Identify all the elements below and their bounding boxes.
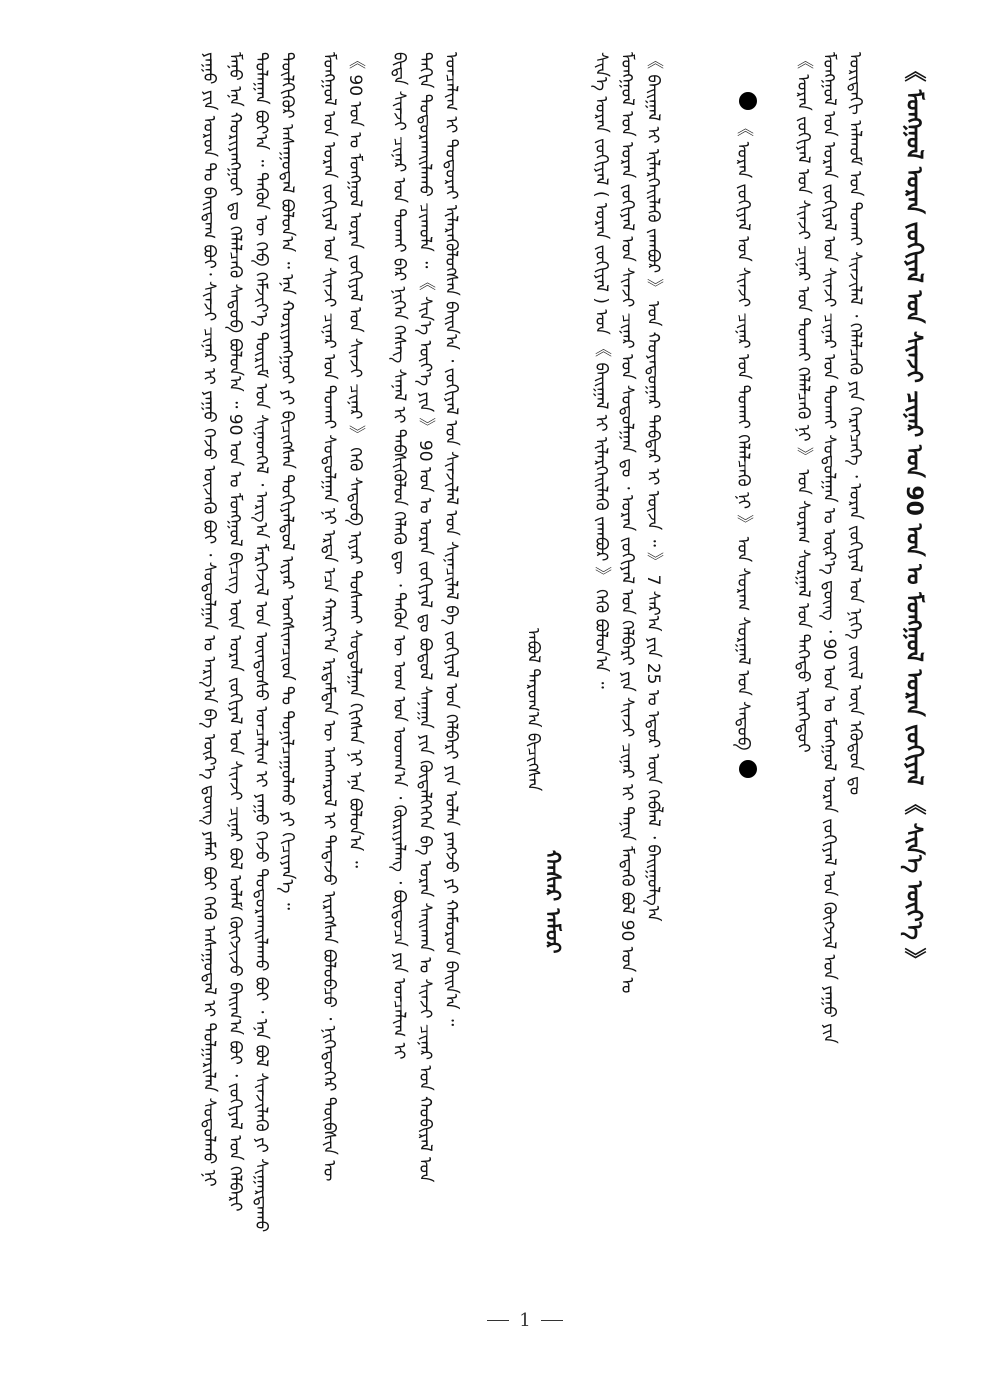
chapter-title-prefix: 《 (901, 60, 926, 82)
footer-dash-left (487, 1320, 509, 1321)
text-column-8: ᠳᠠᠬᠢᠨ ᠲᠣᠳᠣᠷᠬᠠᠢᠯᠠᠬᠤ ᠴᠢᠬᠤᠯᠠ ᠃ 《 ᠰᠢᠨ᠎ᠡ ᠦᠶ᠎ᠡ ᠶᠢᠨ 》 90 ᠣᠨ ᠤ ᠤᠷᠠᠨ ᠵᠣᠬᠢᠶᠠᠯ ᠳᠤ ᠪᠣᠳᠤᠯ ᠰᠠᠨᠠᠭᠠ ᠶᠢᠨ ᠬᠥᠳᠡᠯᠭᠡᠭᠡᠨ ᠪᠠ ᠤᠷᠠᠨ ᠰᠠᠢᠬᠠᠨ ᠤ ᠰᠢᠨᠵᠢ ᠴᠢᠨᠠᠷ ᠤᠨ ᠬᠤᠪᠢᠷᠠᠯ ᠤᠨ (415, 52, 435, 1183)
bullet-icon (739, 92, 757, 110)
text-column-7: ᠪᠢᠳᠡ ᠰᠢᠨᠵᠢ ᠴᠢᠨᠠᠷ ᠤᠨ ᠲᠤᠬᠠᠢ ᠪᠠᠷ ᠨᠢᠭᠡᠨ ᠬᠡᠰᠡᠭ ᠰᠠᠨᠠᠯ ᠢ ᠳᠡᠪᠰᠢᠭᠦᠯᠦᠨ ᠬᠡᠯᠡᠬᠦ ᠳᠦ ᠂ ᠲᠡᠭᠦᠨ ᠦ ᠤᠭ ᠤᠨ ᠤᠳᠬ᠎ᠠ ᠂ ᠬᠦᠷᠢᠶᠡᠯᠡᠩ ᠂ ᠪᠦᠲᠦᠴᠡ ᠶᠢᠨ ᠣᠨᠴᠠᠯᠢᠭ ᠢ (389, 52, 409, 1060)
author-name: ᠬᠠᠰᠠᠷ ᠠᠮᠤᠷ (541, 850, 565, 954)
text-column-10: ᠰᠢᠨ᠎ᠡ ᠤᠷᠠᠨ ᠵᠣᠬᠢᠶᠠᠯ ( ᠤᠷᠠᠨ ᠵᠣᠬᠢᠶᠠᠯ ) ᠤᠨ 《 ᠪᠠᠢᠭᠠᠯ ᠢ ᠢᠯᠡᠷᠬᠡᠢᠯᠡᠬᠦ ᠵᠠᠭᠪᠤᠷ 》 ᠭᠡᠬᠦ ᠪᠤᠯᠤᠨ᠎ᠠ ᠃ (591, 52, 611, 689)
text-column-1: ᠶᠠᠭᠤ ᠶᠢᠨ ᠤᠷᠤᠨ ᠲᠤ ᠪᠠᠢᠳᠠᠭ ᠪᠤᠢ᠂ ᠰᠢᠨᠵᠢ ᠴᠢᠨᠠᠷ ᠢ ᠶᠠᠭᠤ ᠭᠡᠵᠦ ᠦᠵᠡᠬᠦ ᠪᠤᠢ ᠂ ᠰᠤᠳᠤᠯᠭᠠᠨ ᠤ ᠠᠷᠭ᠎ᠠ ᠪᠠ ᠦᠷ᠎ᠡ ᠳ᠋ᠦᠩ ᠶᠠᠮᠠᠷ ᠪᠤᠢ ᠭᠡᠬᠦ ᠠᠰᠠᠭᠤᠳᠠᠯ ᠢ ᠲᠤᠯᠭᠠᠷᠢᠯᠠᠨ ᠰᠤᠳᠤᠯᠬᠤ ᠨᠢ (199, 52, 219, 1187)
page-footer (470, 1308, 580, 1332)
text-column-5: ᠮᠣᠩᠭᠣᠯ ᠤᠨ ᠤᠷᠠᠨ ᠵᠣᠬᠢᠶᠠᠯ ᠤᠨ ᠰᠢᠨᠵᠢ ᠴᠢᠨᠠᠷ ᠤᠨ ᠲᠤᠬᠠᠢ ᠰᠤᠳᠤᠯᠭᠠᠨ ᠨᠢ ᠡᠷᠲᠡ ᠡᠴᠡ ᠬᠠᠷᠢᠶ᠎ᠠ ᠡᠷᠳᠡᠮᠲᠡᠨ ᠦ ᠠᠩᠬᠠᠷᠤᠯ ᠢ ᠲᠠᠲᠠᠵᠤ ᠢᠷᠡᠭᠰᠡᠨ ᠪᠣᠯᠤᠪᠴᠤ ᠂ ᠨᠢᠭᠡᠳᠦᠭᠡᠷ ᠲᠦᠪᠰᠢᠨ ᠦ (319, 52, 339, 1182)
footer-dash-right (541, 1320, 563, 1321)
section-heading (730, 88, 757, 848)
chapter-title (900, 60, 926, 970)
text-column-15: ᠤᠷᠢᠳᠠᠬᠢ ᠠᠯᠬᠤᠮ ᠤᠨ ᠲᠤᠬᠠᠢ ᠰᠢᠨᠵᠢᠯᠡᠯ ᠂ ᠬᠡᠯᠡᠯᠴᠡᠬᠦ ᠶᠢᠨ ᠬᠡᠷᠡᠭᠴᠡᠭᠡ ᠂ ᠤᠷᠠᠨ ᠵᠣᠬᠢᠶᠠᠯ ᠤᠨ ᠨᠢᠭᠡ ᠵᠦᠢᠯ ᠦᠨ ᠡᠭᠦᠳᠦᠨ ᠳᠤ (845, 52, 865, 796)
chapter-title-text: ᠮᠣᠩᠭᠣᠯ ᠤᠷᠠᠨ ᠵᠣᠬᠢᠶᠠᠯ ᠤᠨ ᠰᠢᠨᠵᠢ ᠴᠢᠨᠠᠷ ᠤᠨ 90 ᠣᠨ ᠤ ᠮᠣᠩᠭᠣᠯ ᠤᠷᠠᠨ ᠵᠣᠬᠢᠶᠠᠯ 《 ᠰᠢᠨ᠎ᠡ ᠦᠶ᠎ᠡ (901, 89, 926, 940)
text-column-3: ᠲᠤᠯᠠᠭᠠᠨ ᠪᠤᠶ᠎ᠠ ᠃ ᠲᠡᠭᠦᠨ ᠦ ᠬᠡᠪ ᠬᠡᠮᠵᠢᠶ᠎ᠡ ᠳᠦᠷᠢᠮ ᠤᠨ ᠰᠢᠨᠡᠳᠬᠡᠯ ᠂ ᠠᠷᠭ᠎ᠠ ᠮᠡᠷᠭᠡᠵᠢᠯ ᠤᠨ ᠦᠨᠳᠦᠰᠦ ᠣᠨᠴᠠᠯᠢᠭ ᠢ ᠶᠠᠭᠤ ᠭᠡᠵᠦ ᠲᠣᠳᠣᠷᠬᠠᠢᠯᠠᠬᠤ ᠪᠤᠢ ᠂ ᠡᠨᠡ ᠪᠣᠯ ᠰᠢᠨᠵᠢᠯᠡᠬᠦ ᠶᠢ ᠰᠢᠭᠠᠷᠳᠠᠬᠤ (251, 52, 271, 1233)
author-line: ᠠᠪᠤᠯ ᠳᠠᠷᠤᠭ᠎ᠠ ᠪᠢᠴᠢᠭᠰᠡᠨ (523, 628, 543, 792)
text-column-9: ᠣᠨᠴᠠᠯᠢᠭ ᠢ ᠲᠣᠳᠣᠷᠠᠢ ᠢᠯᠡᠷᠡᠭᠦᠯᠦᠭᠰᠡᠨ ᠪᠠᠢᠨ᠎ᠠ ᠂ ᠵᠣᠬᠢᠶᠠᠯ ᠤᠨ ᠰᠢᠨᠵᠢᠯᠡᠯ ᠤᠨ ᠰᠢᠨᠡᠴᠢᠯᠡᠯ ᠪᠠ ᠵᠣᠬᠢᠶᠠᠯ ᠤᠨ ᠬᠡᠯᠪᠡᠷᠢ ᠶᠢᠨ ᠣᠯᠠᠨ ᠶᠠᠩᠵᠤ ᠶᠢ ᠬᠠᠮᠤᠷᠤᠨ ᠪᠠᠢᠨ᠎ᠠ ᠃ (441, 52, 461, 1027)
bullet-icon (739, 760, 757, 778)
text-column-12: 《 ᠪᠠᠢᠭᠠᠯ ᠢ ᠢᠯᠡᠷᠬᠡᠢᠯᠡᠬᠦ ᠵᠠᠭᠪᠤᠷ 》 ᠤᠨ ᠬᠣᠶᠠᠳᠤᠭᠠᠷ ᠳᠡᠪᠲᠡᠷ ᠢ ᠦᠵᠡ ᠃ 》 7 ᠰᠠᠷ᠎ᠠ ᠶᠢᠨ 25 ᠤ ᠡᠳᠦᠷ ᠦᠨ ᠬᠡᠪᠯᠡᠯ ᠂ ᠪᠠᠢᠭᠤᠯᠭ᠎ᠠ (643, 52, 663, 922)
chapter-title-suffix: 》 (901, 947, 926, 970)
text-column-6: 《 90 ᠣᠨ ᠤ ᠮᠣᠩᠭᠣᠯ ᠤᠷᠠᠨ ᠵᠣᠬᠢᠶᠠᠯ ᠤᠨ ᠰᠢᠨᠵᠢ ᠴᠢᠨᠠᠷ 》 ᠭᠡᠬᠦ ᠰᠡᠳᠦᠪ ᠢᠶᠡᠷ ᠲᠤᠰᠬᠠᠢ ᠰᠤᠳᠤᠯᠭᠠᠨ ᠬᠢᠭᠰᠡᠨ ᠨᠢ ᠡᠨᠡ ᠪᠣᠯᠤᠨ᠎ᠠ ᠃ (345, 52, 365, 868)
text-column-4: ᠲᠦᠯᠬᠢᠭᠦᠷ ᠠᠰᠠᠭᠤᠳᠠᠯ ᠪᠣᠯᠤᠨ᠎ᠠ ᠃ ᠡᠨᠡ ᠬᠣᠷᠢᠶᠠᠩᠭᠤᠢ ᠶᠢ ᠪᠢᠴᠢᠭᠰᠡᠨ ᠲᠣᠬᠢᠶᠠᠯᠳᠤᠯ ᠢᠶᠠᠷ ᠤᠩᠰᠢᠭᠴᠢᠳ ᠲᠤ ᠲᠣᠨᠢᠯᠴᠠᠭᠤᠯᠬᠤ ᠶᠢ ᠬᠢᠴᠢᠶᠡᠨ᠎ᠡ ᠃ (277, 52, 297, 910)
text-column-2: ᠮᠠᠨᠤ ᠡᠨᠡ ᠬᠤᠷᠢᠶᠠᠩᠭᠤᠢ ᠳᠤ ᠬᠡᠯᠡᠯᠴᠡᠬᠦ ᠰᠡᠳᠦᠪ ᠪᠤᠯᠤᠨ᠎ᠠ ᠃ 90 ᠣᠨ ᠤ ᠮᠣᠩᠭᠣᠯ ᠪᠢᠴᠢᠭ ᠦᠨ ᠤᠷᠠᠨ ᠵᠣᠬᠢᠶᠠᠯ ᠤᠨ ᠰᠢᠨᠵᠢ ᠴᠢᠨᠠᠷ ᠪᠣᠯ ᠤᠯᠠᠮ ᠬᠥᠭᠵᠢᠵᠦ ᠪᠠᠢᠭ᠎ᠠ ᠪᠤᠢ ᠂ ᠵᠣᠬᠢᠶᠠᠯ ᠤᠨ ᠬᠡᠯᠪᠡᠷᠢ (225, 52, 245, 1212)
page-number: 1 (519, 1309, 531, 1331)
section-heading-text: 《 ᠤᠷᠠᠨ ᠵᠣᠬᠢᠶᠠᠯ ᠤᠨ ᠰᠢᠨᠵᠢ ᠴᠢᠨᠠᠷ ᠤᠨ ᠲᠤᠬᠠᠢ ᠬᠡᠯᠡᠯᠴᠡᠬᠦ ᠨᠢ 》 ᠤᠨ ᠰᠤᠷᠠᠭ ᠰᠤᠷᠭᠠᠯ ᠤᠨ ᠰᠡᠳᠦᠪ (733, 119, 753, 751)
text-column-13: 《 ᠤᠷᠠᠨ ᠵᠣᠬᠢᠶᠠᠯ ᠤᠨ ᠰᠢᠨᠵᠢ ᠴᠢᠨᠠᠷ ᠤᠨ ᠲᠤᠬᠠᠢ ᠬᠡᠯᠡᠯᠴᠡᠬᠦ ᠨᠢ 》 ᠤᠨ ᠰᠤᠷᠠᠭ ᠰᠤᠷᠭᠠᠯ ᠤᠨ ᠳᠡᠭᠡᠳᠦ ᠢᠷᠡᠭᠡᠳᠦᠢ (793, 52, 813, 753)
text-column-14: ᠮᠣᠩᠭᠣᠯ ᠤᠨ ᠤᠷᠠᠨ ᠵᠣᠬᠢᠶᠠᠯ ᠤᠨ ᠰᠢᠨᠵᠢ ᠴᠢᠨᠠᠷ ᠤᠨ ᠲᠤᠬᠠᠢ ᠰᠤᠳᠤᠯᠭᠠᠨ ᠤ ᠦᠷ᠎ᠡ ᠳ᠋ᠦᠩ ᠂ 90 ᠣᠨ ᠤ ᠮᠣᠩᠭᠣᠯ ᠤᠷᠠᠨ ᠵᠣᠬᠢᠶᠠᠯ ᠤᠨ ᠬᠥᠭᠵᠢᠯ ᠤᠨ ᠶᠠᠭᠤ ᠶᠢᠨ (819, 52, 839, 1044)
text-column-11: ᠮᠣᠩᠭᠣᠯ ᠤᠨ ᠤᠷᠠᠨ ᠵᠣᠬᠢᠶᠠᠯ ᠤᠨ ᠰᠢᠨᠵᠢ ᠴᠢᠨᠠᠷ ᠤᠨ ᠰᠤᠳᠤᠯᠭᠠᠨ ᠳᠤ ᠂ ᠤᠷᠠᠨ ᠵᠣᠬᠢᠶᠠᠯ ᠤᠨ ᠬᠡᠯᠪᠡᠷᠢ ᠶᠢᠨ ᠰᠢᠨᠵᠢ ᠴᠢᠨᠠᠷ ᠢ ᠲᠠᠨᠢᠨ ᠮᠡᠳᠡᠬᠦ ᠪᠣᠯ 90 ᠣᠨ ᠤ (617, 52, 637, 994)
